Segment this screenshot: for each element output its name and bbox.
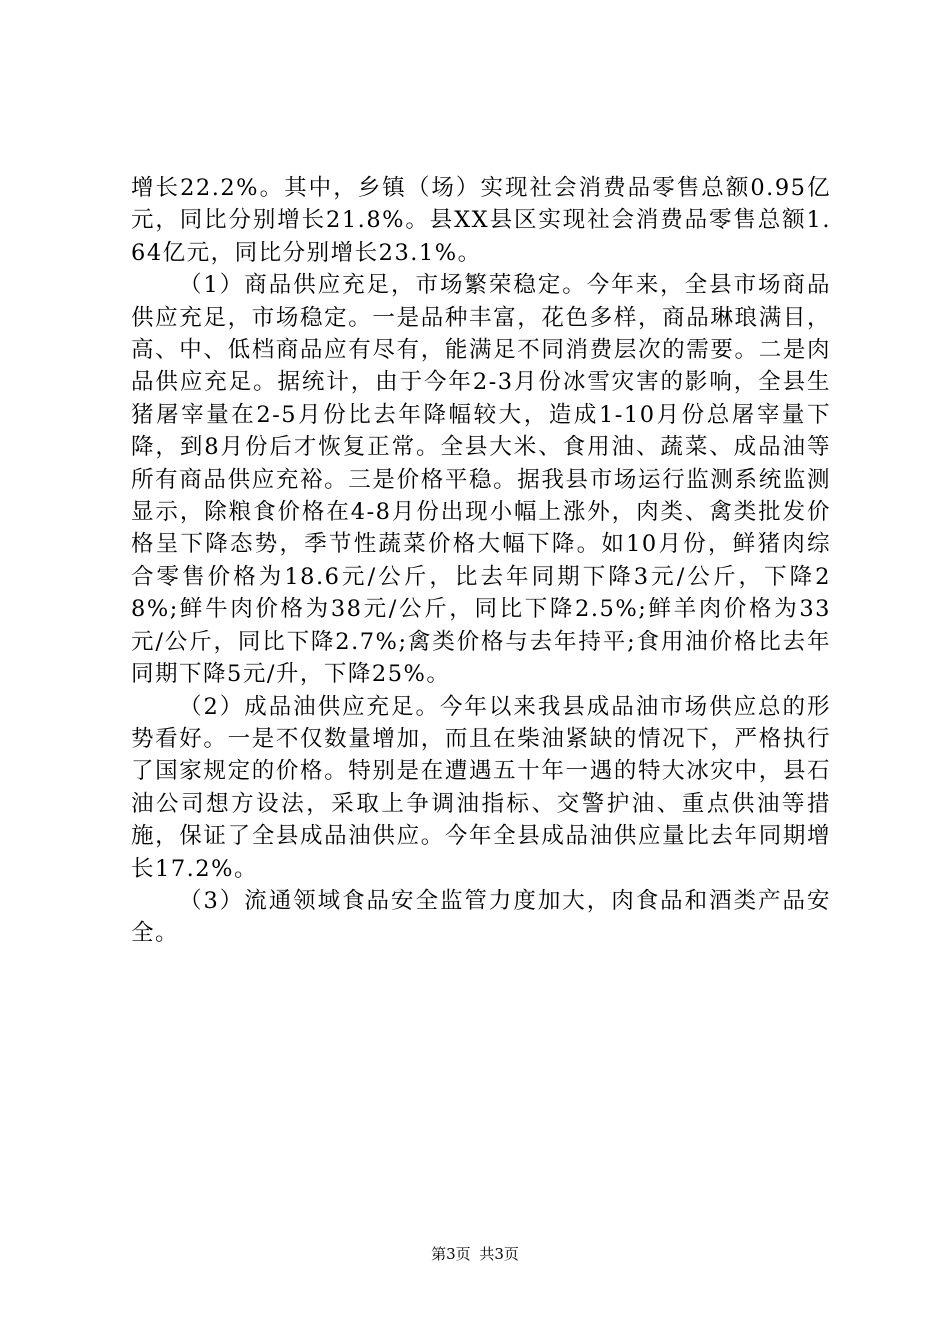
paragraph-retail-growth: 增长22.2%。其中，乡镇（场）实现社会消费品零售总额0.95亿元，同比分别增长21.8%。县XX县区实现社会消费品零售总额1.64亿元，同比分别增长23.1%。 bbox=[131, 175, 831, 266]
paragraph-food-safety: （3）流通领域食品安全监管力度加大，肉食品和酒类产品安全。 bbox=[131, 887, 831, 947]
paragraph-commodity-supply: （1）商品供应充足，市场繁荣稳定。今年来，全县市场商品供应充足，市场稳定。一是品种丰富，花色多样，商品琳琅满目，高、中、低档商品应有尽有，能满足不同消费层次的需要。二是肉品供应充足。据统计，由于今年2-3月份冰雪灾害的影响，全县生猪屠宰量在2-5月份比去年降幅较大，造成1-10月份总屠宰量下降，到8月份后才恢复正常。全县大米、食用油、蔬菜、成品油等所有商品供应充裕。三是价格平稳。据我县市场运行监测系统监测显示，除粮食价格在4-8月份出现小幅上涨外，肉类、禽类批发价格呈下降态势，季节性蔬菜价格大幅下降。如10月份，鲜猪肉综合零售价格为18.6元/公斤，比去年同期下降3元/公斤，下降28%;鲜牛肉价格为38元/公斤，同比下降2.5%;鲜羊肉价格为33元/公斤，同比下降2.7%;禽类价格与去年持平;食用油价格比去年同期下降5元/升，下降25%。 bbox=[131, 272, 831, 688]
page-footer bbox=[0, 1244, 950, 1264]
paragraph-oil-supply: （2）成品油供应充足。今年以来我县成品油市场供应总的形势看好。一是不仅数量增加，而且在柴油紧缺的情况下，严格执行了国家规定的价格。特别是在遭遇五十年一遇的特大冰灾中，县石油公司想方设法，采取上争调油指标、交警护油、重点供油等措施，保证了全县成品油供应。今年全县成品油供应量比去年同期增长17.2%。 bbox=[131, 693, 831, 882]
page-total: 共3页 bbox=[479, 1245, 519, 1263]
document-body bbox=[131, 172, 831, 950]
page-number: 第3页 bbox=[431, 1245, 471, 1263]
